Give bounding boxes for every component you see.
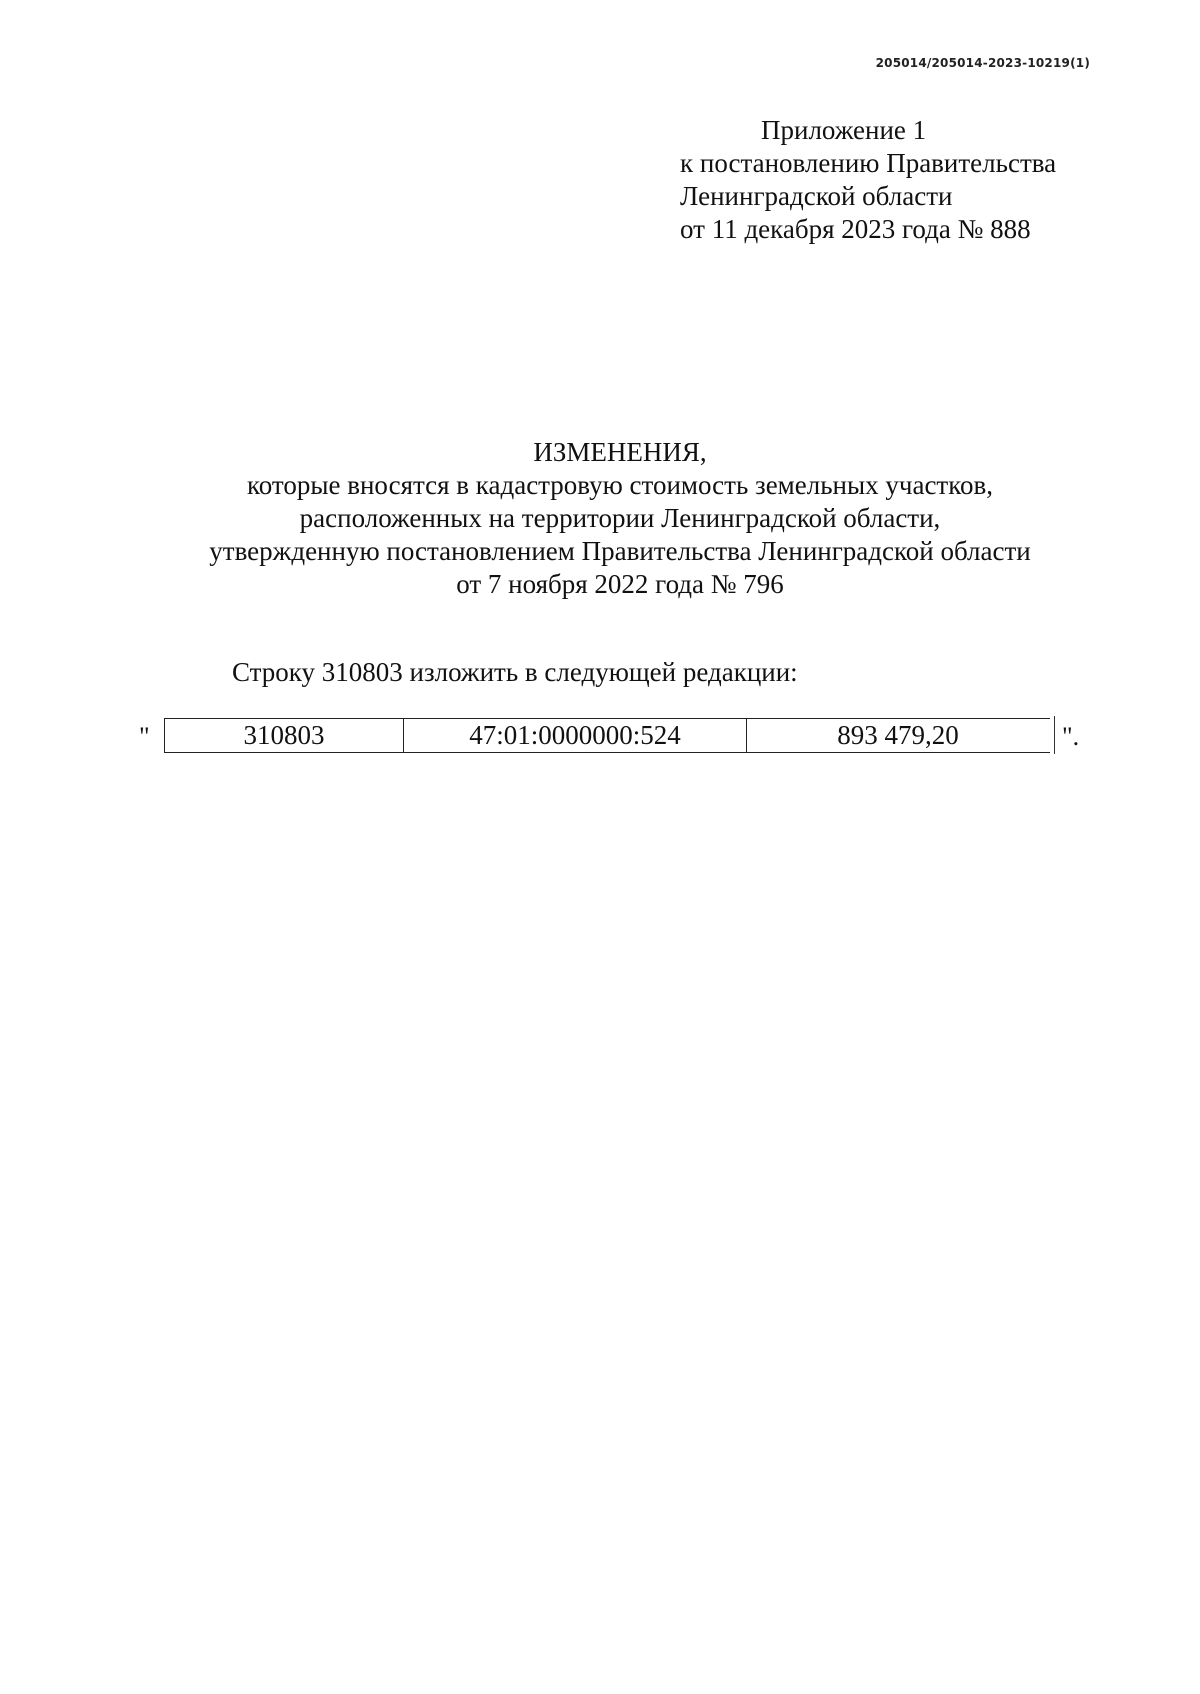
appendix-block — [680, 114, 1056, 246]
appendix-line-4: от 11 декабря 2023 года № 888 — [680, 214, 1031, 244]
cell-cadastral-value: 893 479,20 — [837, 720, 959, 750]
cell-cadastral-number: 47:01:0000000:524 — [404, 719, 747, 752]
table-row — [164, 718, 1050, 753]
title-heading: ИЗМЕНЕНИЯ, — [533, 437, 707, 467]
cell-row-number: 310803 — [165, 719, 404, 752]
appendix-line-1: Приложение 1 — [761, 115, 927, 145]
table-right-border — [1054, 716, 1055, 754]
title-line-3: утвержденную постановлением Правительства Ленинградской области — [209, 536, 1031, 566]
title-line-2: расположенных на территории Ленинградской области, — [299, 503, 941, 533]
closing-quote: ". — [1062, 722, 1080, 751]
instruction-text: Строку 310803 изложить в следующей редакции: — [232, 657, 798, 687]
title-line-1: которые вносятся в кадастровую стоимость земельных участков, — [247, 470, 993, 500]
appendix-line-2: к постановлению Правительства — [680, 148, 1057, 178]
appendix-line-3: Ленинградской области — [680, 181, 953, 211]
opening-quote: " — [139, 722, 150, 751]
title-line-4: от 7 ноября 2022 года № 796 — [456, 569, 784, 599]
document-id: 205014/205014-2023-10219(1) — [875, 56, 1090, 70]
title-block — [0, 436, 1200, 601]
